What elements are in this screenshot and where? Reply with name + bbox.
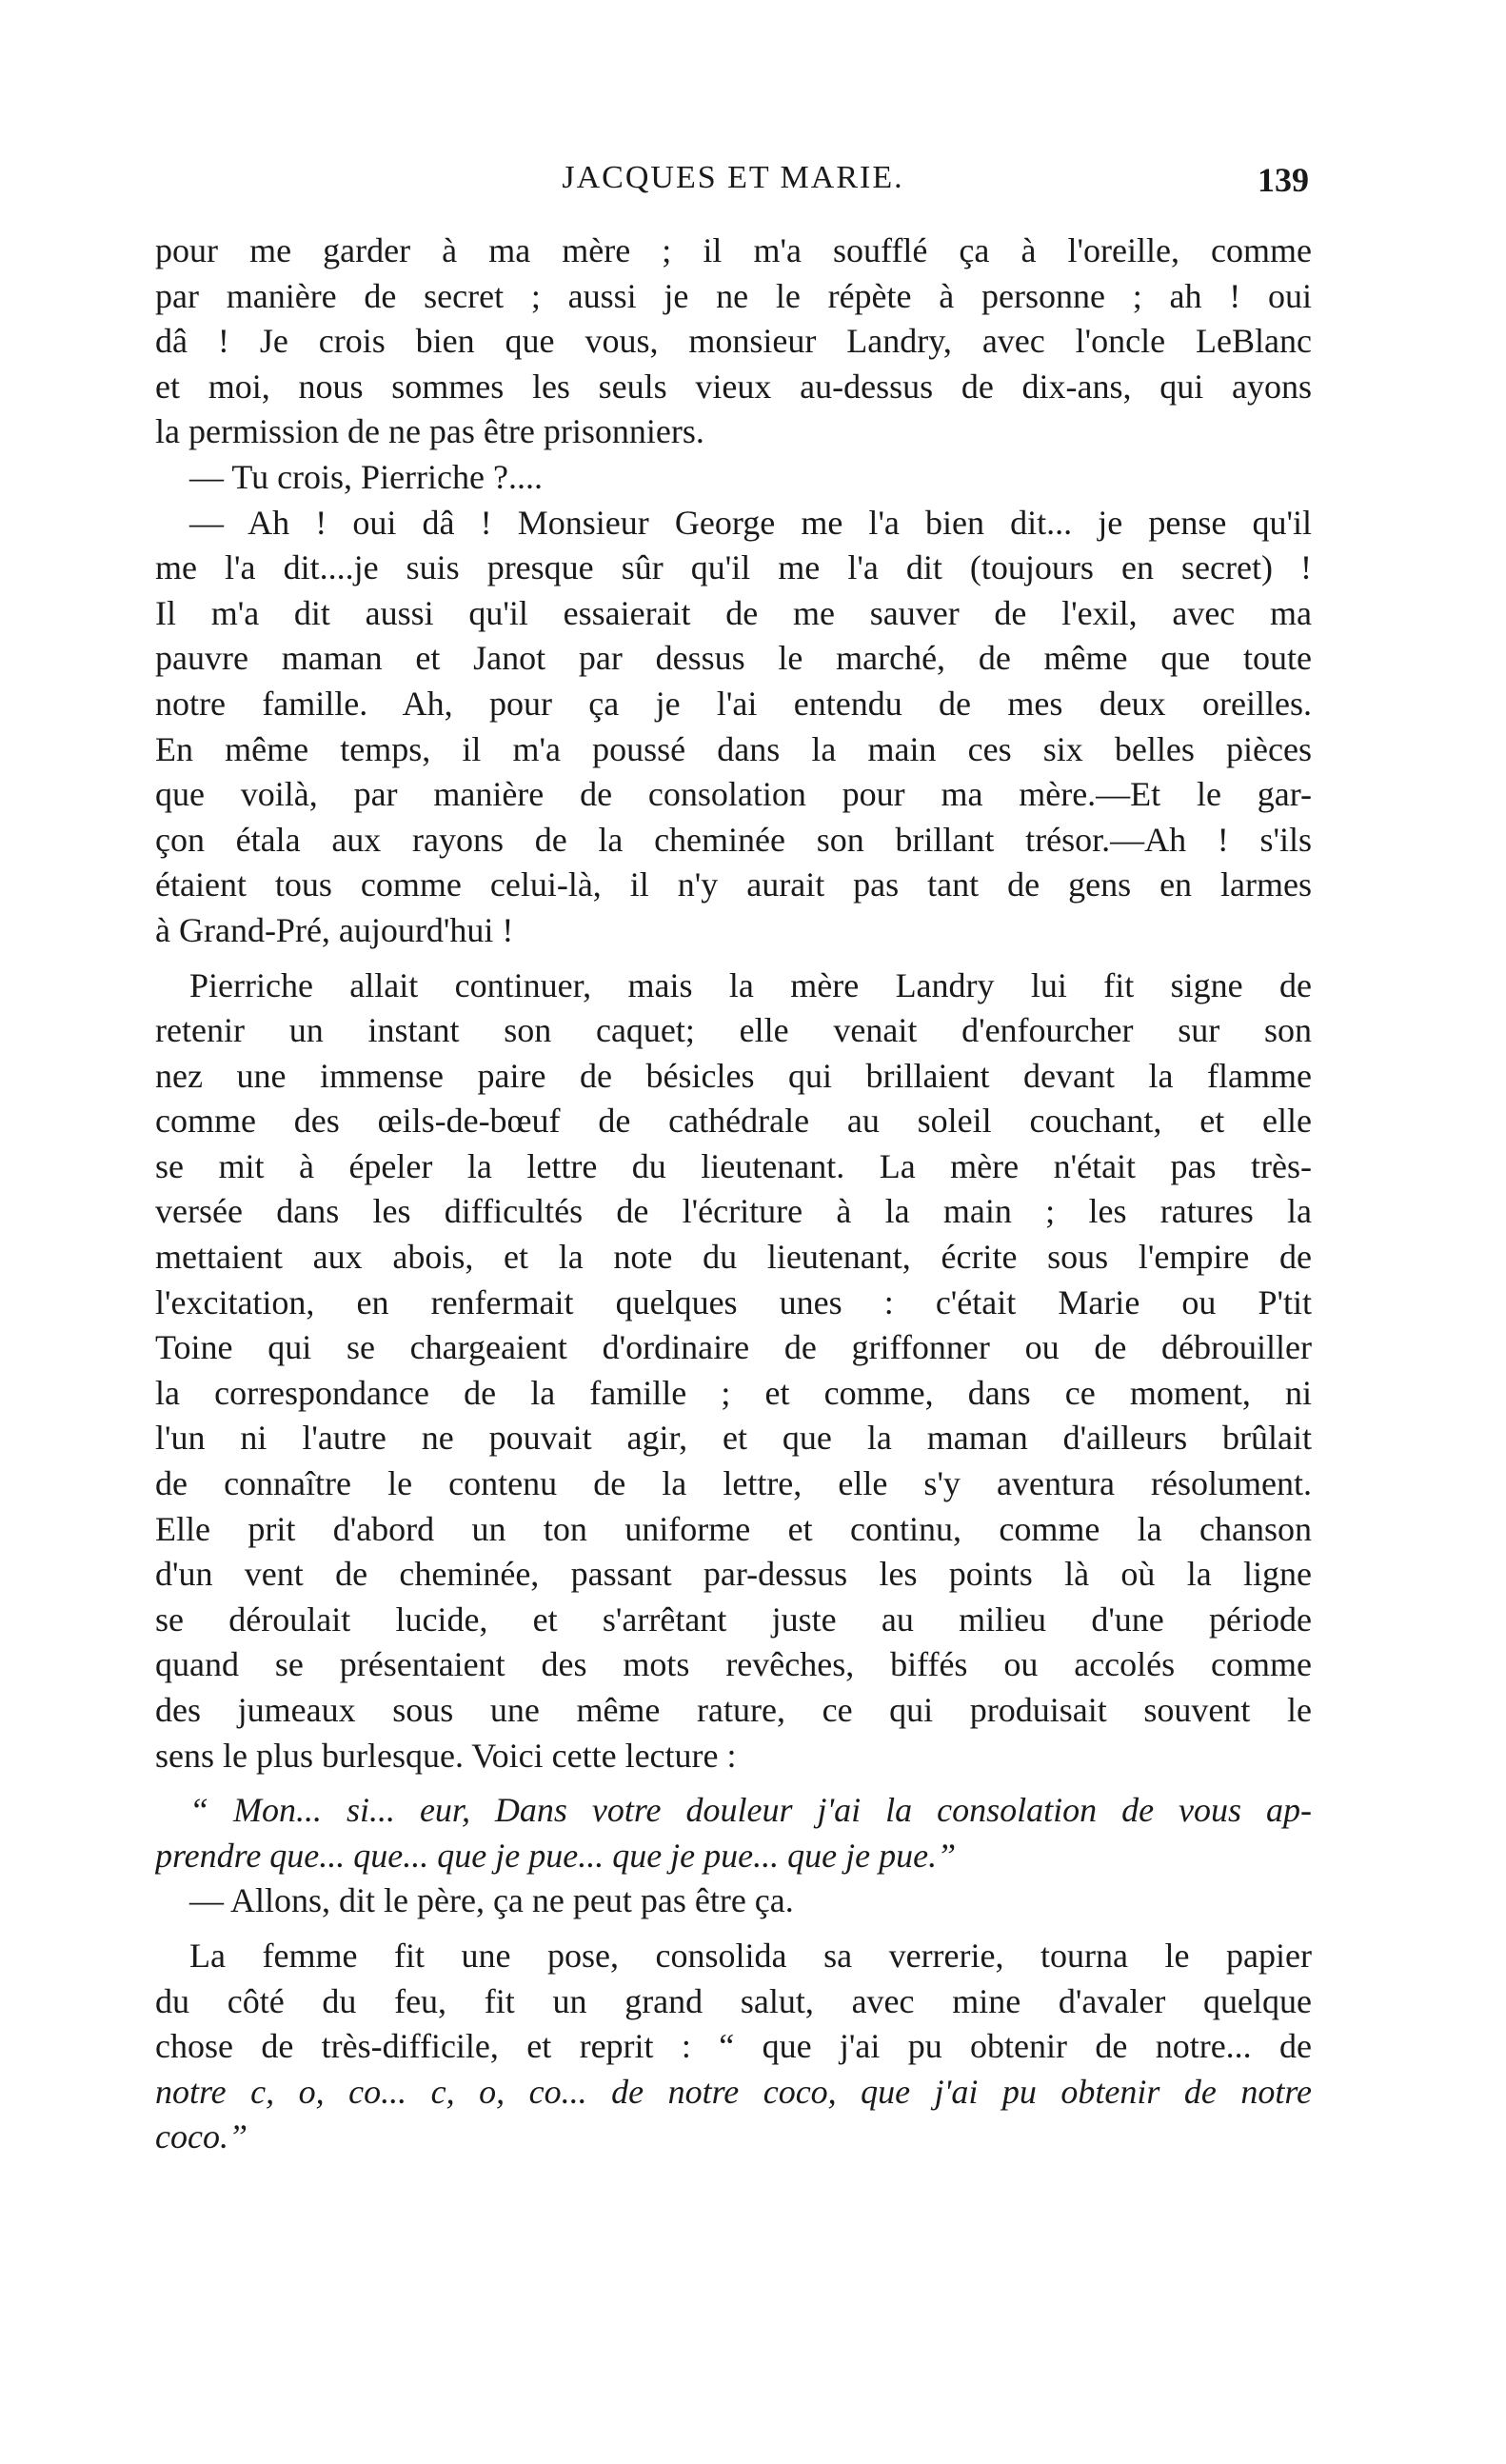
paragraph-gap (155, 954, 1312, 964)
text-line-italic: prendre que... que... que je pue... que je pue... que je pue.” (155, 1836, 957, 1875)
paragraph-gap (155, 1924, 1312, 1934)
text-line: du côté du feu, fit un grand salut, avec mine d'avaler quelque (155, 1981, 1312, 2020)
text-line: par manière de secret ; aussi je ne le répète à personne ; ah ! oui (155, 276, 1312, 315)
text-line: pour me garder à ma mère ; il m'a soufflé ça à l'oreille, comme (155, 231, 1312, 269)
text-line: Elle prit d'abord un ton uniforme et continu, comme la chanson (155, 1509, 1312, 1548)
text-line: l'excitation, en renfermait quelques unes : c'était Marie ou P'tit (155, 1282, 1312, 1321)
text-line: La femme fit une pose, consolida sa verrerie, tourna le papier (189, 1936, 1312, 1975)
text-line: et moi, nous sommes les seuls vieux au-dessus de dix-ans, qui ayons (155, 367, 1312, 406)
text-line: des jumeaux sous une même rature, ce qui produisait souvent le (155, 1691, 1312, 1729)
text-line: l'un ni l'autre ne pouvait agir, et que la maman d'ailleurs brûlait (155, 1419, 1312, 1458)
running-title: JACQUES ET MARIE. (562, 160, 904, 195)
text-line: pauvre maman et Janot par dessus le marché, de même que toute (155, 639, 1312, 678)
text-line: me l'a dit....je suis presque sûr qu'il me l'a dit (toujours en secret) ! (155, 548, 1312, 587)
text-line: En même temps, il m'a poussé dans la main ces six belles pièces (155, 729, 1312, 768)
text-line: retenir un instant son caquet; elle venait d'enfourcher sur son (155, 1011, 1312, 1050)
text-line-italic: notre c, o, co... c, o, co... de notre coco, que j'ai pu obtenir de notre (155, 2072, 1312, 2111)
text-line: nez une immense paire de bésicles qui brillaient devant la flamme (155, 1056, 1312, 1095)
page-header (157, 160, 1309, 206)
text-line: comme des œils-de-bœuf de cathédrale au soleil couchant, et elle (155, 1102, 1312, 1141)
text-line: chose de très-difficile, et reprit : “ que j'ai pu obtenir de notre... de (155, 2027, 1312, 2066)
text-line-italic: coco.” (155, 2117, 248, 2156)
page-number: 139 (1258, 161, 1309, 199)
text-line: d'un vent de cheminée, passant par-dessus les points là où la ligne (155, 1555, 1312, 1594)
text-line: Il m'a dit aussi qu'il essaierait de me sauver de l'exil, avec ma (155, 593, 1312, 632)
text-line: se mit à épeler la lettre du lieutenant. La mère n'était pas très- (155, 1146, 1312, 1185)
text-line: dâ ! Je crois bien que vous, monsieur Landry, avec l'oncle LeBlanc (155, 322, 1312, 361)
text-line: étaient tous comme celui-là, il n'y aurait pas tant de gens en larmes (155, 865, 1312, 904)
text-line: la permission de ne pas être prisonniers. (155, 412, 704, 451)
text-line: sens le plus burlesque. Voici cette lecture : (155, 1736, 737, 1775)
text-line: à Grand-Pré, aujourd'hui ! (155, 910, 514, 949)
text-line-italic: “ Mon... si... eur, Dans votre douleur j'ai la consolation de vous ap- (189, 1791, 1312, 1830)
text-line: Pierriche allait continuer, mais la mère Landry lui fit signe de (189, 965, 1312, 1004)
text-line: quand se présentaient des mots revêches, biffés ou accolés comme (155, 1645, 1312, 1684)
text-line: — Tu crois, Pierriche ?.... (189, 457, 543, 496)
text-line: que voilà, par manière de consolation pour ma mère.—Et le gar- (155, 775, 1312, 814)
text-line: mettaient aux abois, et la note du lieutenant, écrite sous l'empire de (155, 1238, 1312, 1277)
text-line: de connaître le contenu de la lettre, elle s'y aventura résolument. (155, 1464, 1312, 1503)
paragraph-gap (155, 1778, 1312, 1788)
text-line: versée dans les difficultés de l'écriture à la main ; les ratures la (155, 1192, 1312, 1231)
text-line: notre famille. Ah, pour ça je l'ai entendu de mes deux oreilles. (155, 684, 1312, 723)
text-line: Toine qui se chargeaient d'ordinaire de griffonner ou de débrouiller (155, 1328, 1312, 1367)
text-line: çon étala aux rayons de la cheminée son brillant trésor.—Ah ! s'ils (155, 820, 1312, 859)
text-line: la correspondance de la famille ; et comme, dans ce moment, ni (155, 1373, 1312, 1412)
body-text (155, 229, 1312, 2160)
text-line: — Ah ! oui dâ ! Monsieur George me l'a bien dit... je pense qu'il (189, 503, 1312, 542)
text-line: — Allons, dit le père, ça ne peut pas être ça. (189, 1881, 794, 1920)
text-line: se déroulait lucide, et s'arrêtant juste au milieu d'une période (155, 1600, 1312, 1639)
